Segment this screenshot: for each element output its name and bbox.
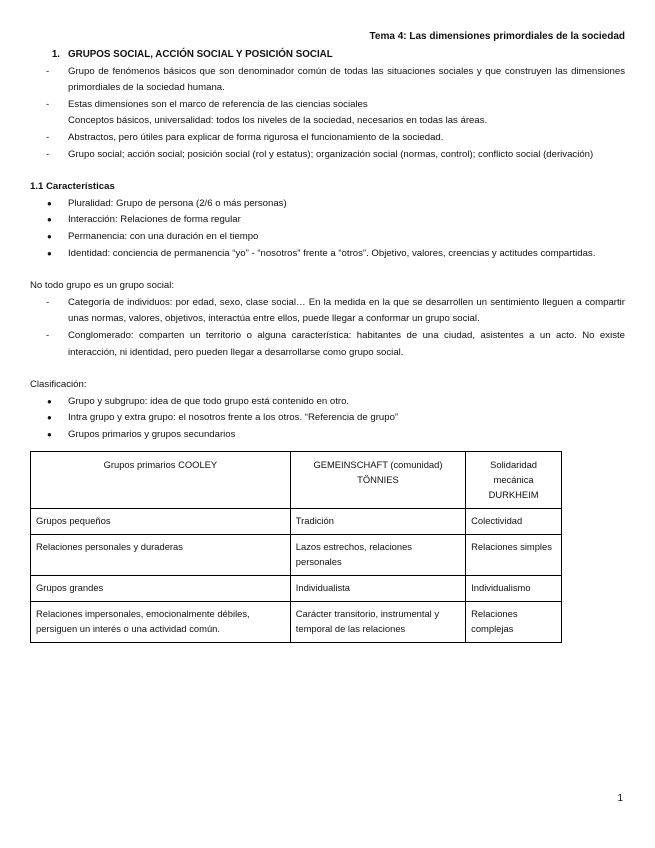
list-item: - Grupo de fenómenos básicos que son denominador común de todas las situaciones sociales y que construyen las dimensiones primordiales de la sociedad humana. bbox=[30, 64, 625, 97]
list-item: - Estas dimensiones son el marco de referencia de las ciencias sociales bbox=[30, 97, 625, 114]
bullet-icon: ● bbox=[47, 231, 52, 241]
table-cell: Carácter transitorio, instrumental y temporal de las relaciones bbox=[290, 602, 465, 643]
dash-marker: - bbox=[46, 131, 50, 143]
table-cell: Relaciones complejas bbox=[466, 602, 562, 643]
page-number: 1 bbox=[617, 793, 623, 804]
list-item: ● Grupo y subgrupo: idea de que todo grupo está contenido en otro. bbox=[30, 394, 625, 411]
list-item: ● Pluralidad: Grupo de persona (2/6 o más personas) bbox=[30, 196, 625, 213]
dash-marker: - bbox=[46, 329, 50, 341]
table-row bbox=[31, 509, 562, 535]
comparison-table bbox=[30, 451, 562, 643]
bullet-icon: ● bbox=[47, 429, 52, 439]
document-body bbox=[30, 47, 625, 643]
characteristics-list bbox=[30, 196, 625, 262]
section-number: 1. bbox=[51, 49, 60, 60]
table-cell: Individualismo bbox=[466, 576, 562, 602]
clasificacion-list bbox=[30, 394, 625, 444]
list-item: - Grupo social; acción social; posición social (rol y estatus); organización social (normas, control); conflicto social (derivación) bbox=[30, 147, 625, 164]
dash-marker: - bbox=[46, 65, 50, 77]
bullet-icon: ● bbox=[47, 248, 52, 258]
subsection-heading: 1.1 Características bbox=[30, 181, 115, 193]
list-item: ● Grupos primarios y grupos secundarios bbox=[30, 427, 625, 444]
table-header-row bbox=[31, 452, 562, 509]
table-header-cell: GEMEINSCHAFT (comunidad) TÖNNIES bbox=[290, 452, 465, 509]
table-cell: Relaciones simples bbox=[466, 535, 562, 576]
table-cell: Individualista bbox=[290, 576, 465, 602]
list-subline: Conceptos básicos, universalidad: todos los niveles de la sociedad, necesarios en todas las áreas. bbox=[68, 115, 488, 127]
table-header-cell: Grupos primarios COOLEY bbox=[31, 452, 291, 509]
list-item: - Abstractos, pero útiles para explicar de forma rigurosa el funcionamiento de la sociedad. bbox=[30, 130, 625, 147]
section-heading bbox=[30, 47, 625, 64]
page-header: Tema 4: Las dimensiones primordiales de la sociedad bbox=[369, 31, 625, 42]
list-item: ● Identidad: conciencia de permanencia “yo” - “nosotros” frente a “otros”. Objetivo, valores, creencias y actitudes compartidas. bbox=[30, 246, 625, 263]
section-list bbox=[30, 64, 625, 164]
list-item: - Conglomerado: comparten un territorio o alguna característica: habitantes de una ciudad, asistentes a un acto. No existe interacción, ni identidad, pero pueden llegar a desarrollarse como grupo social. bbox=[30, 328, 625, 361]
list-item: ● Permanencia: con una duración en el tiempo bbox=[30, 229, 625, 246]
list-item: - Categoría de individuos: por edad, sexo, clase social… En la medida en la que se desarrollen un sentimiento lleguen a compartir unas normas, valores, objetivos, interactúa entre ellos, puede llegar a conformar un grupo social. bbox=[30, 295, 625, 328]
bullet-icon: ● bbox=[47, 413, 52, 423]
list-item: ● Intra grupo y extra grupo: el nosotros frente a los otros. “Referencia de grupo” bbox=[30, 410, 625, 427]
paragraph-intro: No todo grupo es un grupo social: bbox=[30, 280, 174, 292]
table-cell: Grupos pequeños bbox=[31, 509, 291, 535]
dash-marker: - bbox=[46, 98, 50, 110]
bullet-icon: ● bbox=[47, 215, 52, 225]
bullet-icon: ● bbox=[47, 198, 52, 208]
table-cell: Relaciones impersonales, emocionalmente débiles, persiguen un interés o una actividad común. bbox=[31, 602, 291, 643]
section-title: GRUPOS SOCIAL, ACCIÓN SOCIAL Y POSICIÓN SOCIAL bbox=[68, 49, 333, 60]
table-cell: Lazos estrechos, relaciones personales bbox=[290, 535, 465, 576]
nogrupo-list bbox=[30, 295, 625, 361]
table-cell: Relaciones personales y duraderas bbox=[31, 535, 291, 576]
table-cell: Tradición bbox=[290, 509, 465, 535]
list-item: ● Interacción: Relaciones de forma regular bbox=[30, 212, 625, 229]
table-row bbox=[31, 576, 562, 602]
paragraph-intro: Clasificación: bbox=[30, 379, 87, 391]
table-cell: Grupos grandes bbox=[31, 576, 291, 602]
table-row bbox=[31, 535, 562, 576]
dash-marker: - bbox=[46, 148, 50, 160]
table-header-cell: Solidaridad mecánica DURKHEIM bbox=[466, 452, 562, 509]
table-row bbox=[31, 602, 562, 643]
bullet-icon: ● bbox=[47, 396, 52, 406]
table-cell: Colectividad bbox=[466, 509, 562, 535]
dash-marker: - bbox=[46, 296, 50, 308]
